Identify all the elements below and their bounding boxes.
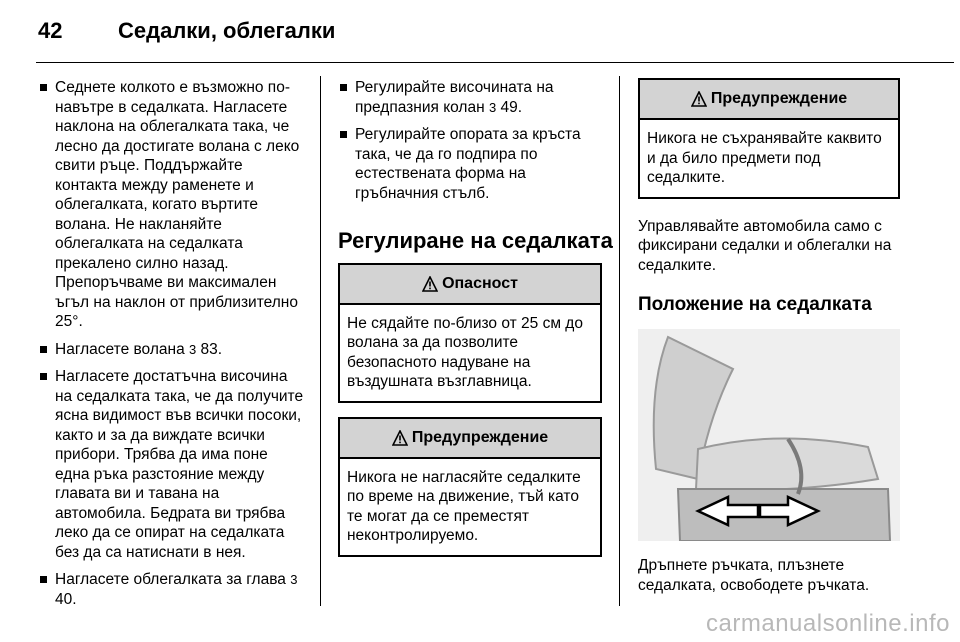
list-item: Регулирайте височината на предпазния колан 3 49. xyxy=(338,78,602,117)
page-reference-link[interactable]: 49. xyxy=(500,98,523,116)
column-2 xyxy=(338,78,613,571)
paragraph: Управлявайте автомобила само с фиксирани седалки и облегалки на седалките. xyxy=(638,217,892,274)
list-item: Регулирайте опората за кръста така, че да го подпира по естествената форма на гръбначния стълб. xyxy=(338,125,602,203)
list-item: Седнете колкото е възможно по-навътре в седалката. Нагласете наклона на облегалката така, че лесно да достигате волана с леко свити ръце. Поддържайте контакта между раменете и облегалката, когато въртите волана. Не накланяйте облегалката на седалката прекалено силно назад. Препоръчваме ви максимален ъгъл на наклон от приблизително 25°. xyxy=(38,78,304,332)
bullet-icon xyxy=(40,346,47,353)
list-item: Нагласете облегалката за глава 3 40. xyxy=(38,570,304,609)
warning-triangle-icon xyxy=(691,91,707,107)
sub-heading: Положение на седалката xyxy=(638,294,872,315)
warning-text: Никога не нагласяйте седалките по време на движение, тъй като те могат да се преместят неконтролируемо. xyxy=(347,468,581,544)
watermark: carmanualsonline.info xyxy=(706,610,950,637)
page-title: Седалки, облегалки xyxy=(118,18,336,43)
column-divider-2 xyxy=(619,76,620,606)
warning-box-header: Предупреждение xyxy=(640,80,898,120)
warning-box xyxy=(338,417,602,557)
warning-triangle-icon xyxy=(422,276,438,292)
header-rule xyxy=(36,62,954,63)
page-reference-link[interactable]: 40. xyxy=(55,590,77,608)
column-1 xyxy=(38,78,304,617)
bullet-icon xyxy=(40,84,47,91)
bullet-icon xyxy=(340,131,347,138)
page-number: 42 xyxy=(38,18,63,43)
list-item: Нагласете волана 3 83. xyxy=(38,340,304,360)
warning-text: Никога не съхранявайте каквито и да било предмети под седалките. xyxy=(647,130,882,186)
list-item: Нагласете достатъчна височина на седалката така, че да получите ясна видимост във всички посоки, както и за да виждате всички прибори. Трябва да има поне една ръка разстояние между главата ви и тавана на автомобила. Бедрата ви трябва леко да се опират на седалката без да са натиснати в нея. xyxy=(38,367,304,562)
column-divider-1 xyxy=(320,76,321,606)
figure-caption: Дръпнете ръчката, плъзнете седалката, освободете ръчката. xyxy=(638,557,870,594)
danger-text: Не сядайте по-близо от 25 см до волана за да позволите безопасното надуване на въздушната възглавница. xyxy=(347,314,583,390)
page-reference-link[interactable]: 83. xyxy=(200,340,223,358)
bullet-icon xyxy=(40,373,47,380)
warning-box xyxy=(638,78,900,199)
warning-triangle-icon xyxy=(392,430,408,446)
page-reference-icon: 3 xyxy=(189,341,197,357)
seat-adjustment-illustration xyxy=(638,329,900,541)
danger-box-header: Опасност xyxy=(340,265,600,305)
warning-box-header: Предупреждение xyxy=(340,419,600,459)
bullet-icon xyxy=(40,576,47,583)
danger-box xyxy=(338,263,602,403)
column-3 xyxy=(638,78,900,595)
bullet-icon xyxy=(340,84,347,91)
page-reference-icon: 3 xyxy=(488,99,497,115)
page-reference-icon: 3 xyxy=(290,572,298,587)
section-heading: Регулиране на седалката xyxy=(338,228,613,253)
